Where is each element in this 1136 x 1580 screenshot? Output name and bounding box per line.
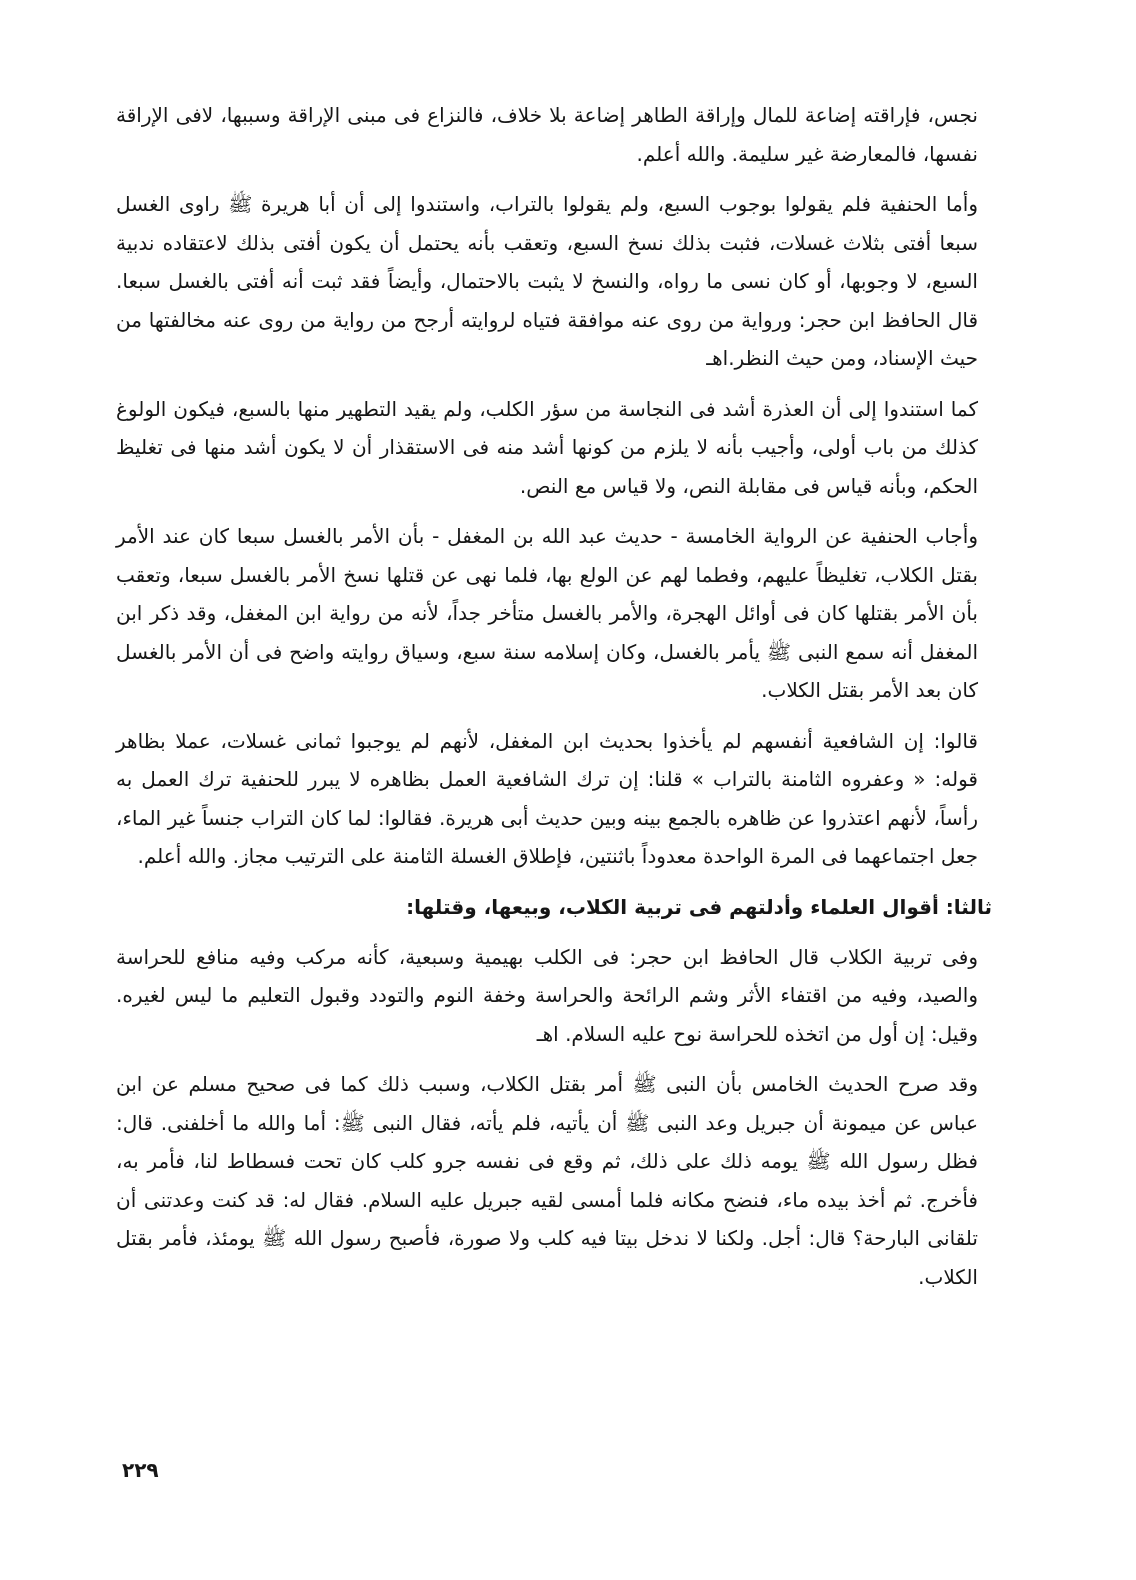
paragraph-impurity-conclusion: نجس، فإراقته إضاعة للمال وإراقة الطاهر إضاعة بلا خلاف، فالنزاع فى مبنى الإراقة وسببها، لافى الإراقة نفسها، فالمعارضة غير سليمة. والله أعلم. bbox=[116, 103, 978, 166]
paragraph-dog-raising: وفى تربية الكلاب قال الحافظ ابن حجر: فى الكلب بهيمية وسبعية، كأنه مركب وفيه منافع للحراسة والصيد، وفيه من اقتفاء الأثر وشم الرائحة والحراسة وخفة النوم والتودد وقبول التعليم ما ليس لغيره. وقيل: إن أول من اتخذه للحراسة نوح عليه السلام. اهـ bbox=[116, 944, 978, 1046]
page-number: ٢٢٩ bbox=[122, 1458, 159, 1482]
section-heading: ثالثا: أقوال العلماء وأدلتهم فى تربية الكلاب، وبيعها، وقتلها: bbox=[406, 894, 992, 919]
paragraph-hanafi-fifth-narration: وأجاب الحنفية عن الرواية الخامسة - حديث عبد الله بن المغفل - بأن الأمر بالغسل سبعا كان عند الأمر بقتل الكلاب، تغليظاً عليهم، وفطما لهم عن الولع بها، فلما نهى عن قتلها نسخ الأمر بالغسل سبعا، وتعقب بأن الأمر بقتلها كان فى أوائل الهجرة، والأمر بالغسل متأخر جداً، لأنه من رواية ابن المغفل، وقد ذكر ابن المغفل أنه سمع النبى ﷺ يأمر بالغسل، وكان إسلامه سنة سبع، وسياق روايته واضح فى أن الأمر بالغسل كان بعد الأمر بقتل الكلاب. bbox=[116, 524, 978, 702]
page-body bbox=[116, 96, 992, 1308]
paragraph-killing-dogs-hadith: وقد صرح الحديث الخامس بأن النبى ﷺ أمر بقتل الكلاب، وسبب ذلك كما فى صحيح مسلم عن ابن عباس عن ميمونة أن جبريل وعد النبى ﷺ أن يأتيه، فلم يأته، فقال النبى ﷺ: أما والله ما أخلفنى. قال: فظل رسول الله ﷺ يومه ذلك على ذلك، ثم وقع فى نفسه جرو كلب كان تحت فسطاط لنا، فأمر به، فأخرج. ثم أخذ بيده ماء، فنضح مكانه فلما أمسى لقيه جبريل عليه السلام. فقال له: قد كنت وعدتنى أن تلقانى البارحة؟ قال: أجل. ولكنا لا ندخل بيتا فيه كلب ولا صورة، فأصبح رسول الله ﷺ يومئذ، فأمر بقتل الكلاب. bbox=[116, 1072, 978, 1289]
paragraph-shafii-objection: قالوا: إن الشافعية أنفسهم لم يأخذوا بحديث ابن المغفل، لأنهم لم يوجبوا ثمانى غسلات، عملا بظاهر قوله: « وعفروه الثامنة بالتراب » قلنا: إن ترك الشافعية العمل بظاهره لا يبرر للحنفية ترك العمل به رأساً، لأنهم اعتذروا عن ظاهره بالجمع بينه وبين حديث أبى هريرة. فقالوا: لما كان التراب جنساً غير الماء، جعل اجتماعهما فى المرة الواحدة معدوداً باثنتين، فإطلاق الغسلة الثامنة على الترتيب مجاز. والله أعلم. bbox=[116, 728, 978, 868]
paragraph-hanafi-seven-washes: وأما الحنفية فلم يقولوا بوجوب السبع، ولم يقولوا بالتراب، واستندوا إلى أن أبا هريرة ﷺ راوى الغسل سبعا أفتى بثلاث غسلات، فثبت بذلك نسخ السبع، وتعقب بأنه يحتمل أن يكون أفتى بذلك لاعتقاده ندبية السبع، لا وجوبها، أو كان نسى ما رواه، والنسخ لا يثبت بالاحتمال، وأيضاً فقد ثبت أنه أفتى بالغسل سبعا. قال الحافظ ابن حجر: ورواية من روى عنه موافقة فتياه لروايته أرجح من رواية من روى عنه مخالفتها من حيث الإسناد، ومن حيث النظر.اهـ bbox=[116, 192, 978, 370]
paragraph-filth-analogy: كما استندوا إلى أن العذرة أشد فى النجاسة من سؤر الكلب، ولم يقيد التطهير منها بالسبع، فيكون الولوغ كذلك من باب أولى، وأجيب بأنه لا يلزم من كونها أشد منه فى الاستقذار أن لا يكون أشد منها فى تغليظ الحكم، وبأنه قياس فى مقابلة النص، ولا قياس مع النص. bbox=[116, 396, 978, 498]
